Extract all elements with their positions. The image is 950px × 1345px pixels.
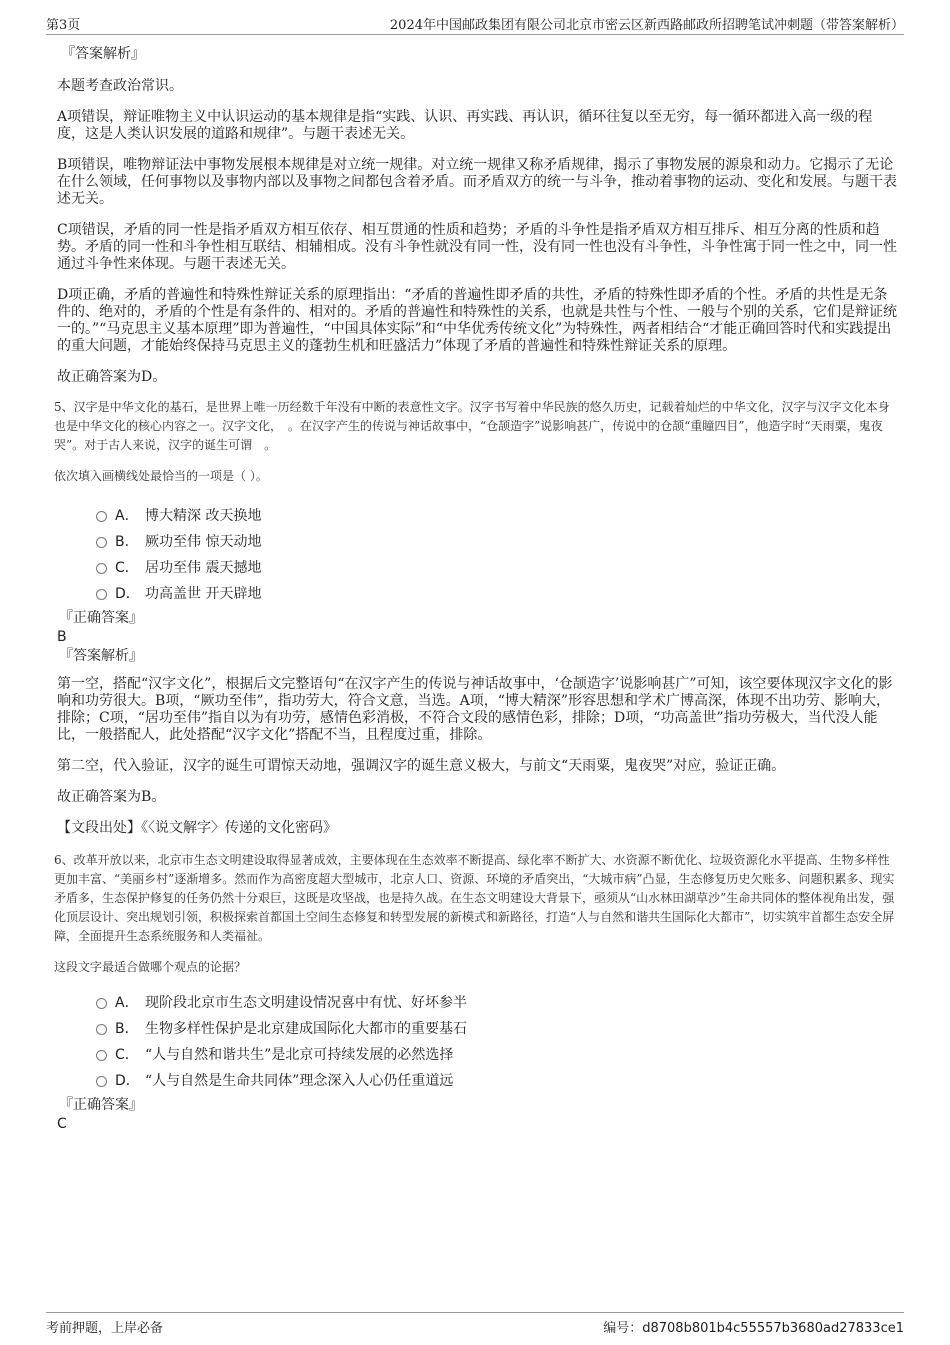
page-content (54, 44, 897, 1133)
radio-button[interactable] (96, 1050, 107, 1061)
radio-button[interactable] (96, 537, 107, 548)
q4-option-a-analysis: A项错误，辩证唯物主义中认识运动的基本规律是指“实践、认识、再实践、再认识，循环往复以至无穷，每一循环都进入高一级的程度，这是人类认识发展的道路和规律”。与题干表述无关。 (57, 109, 873, 142)
q5-answer-tag: 『正确答案』 (59, 610, 143, 626)
q4-conclusion: 故正确答案为D。 (57, 369, 167, 385)
q4-option-c-analysis: C项错误，矛盾的同一性是指矛盾双方相互依存、相互贯通的性质和趋势；矛盾的斗争性是指矛盾双方相互排斥、相互分离的性质和趋势。矛盾的同一性和斗争性相互联结、相辅相成。没有斗争性就没有同一性，没有同一性也没有斗争性，斗争性寓于同一性之中，同一性通过斗争性来体现。与题干表述无关。 (57, 222, 897, 272)
radio-button[interactable] (96, 563, 107, 574)
radio-button[interactable] (96, 1024, 107, 1035)
q5-options (57, 504, 897, 608)
q5-answer: B (57, 629, 67, 645)
q6-option-c[interactable]: C． “人与自然和谐共生”是北京可持续发展的必然选择 (57, 1043, 897, 1069)
q4-analysis-tag: 『答案解析』 (61, 46, 145, 62)
q5-option-a[interactable]: A． 博大精深 改天换地 (57, 504, 897, 530)
q6-option-b[interactable]: B． 生物多样性保护是北京建成国际化大都市的重要基石 (57, 1017, 897, 1043)
q4-option-b-analysis: B项错误，唯物辩证法中事物发展根本规律是对立统一规律。对立统一规律又称矛盾规律，揭示了事物发展的源泉和动力。它揭示了无论在什么领域，任何事物以及事物内部以及事物之间都包含着矛盾。而矛盾双方的统一与斗争，推动着事物的运动、变化和发展。与题干表述无关。 (57, 157, 897, 207)
radio-button[interactable] (96, 511, 107, 522)
document-title: 2024年中国邮政集团有限公司北京市密云区新西路邮政所招聘笔试冲刺题（带答案解析） (389, 18, 904, 33)
page-footer (46, 1312, 904, 1335)
q5-option-b[interactable]: B． 厥功至伟 惊天动地 (57, 530, 897, 556)
q5-analysis-blank-1: 第一空，搭配“汉字文化”，根据后文完整语句“在汉字产生的传说与神话故事中，‘仓颉造字’说影响甚广”可知，该空要体现汉字文化的影响和功劳很大。B项，“厥功至伟”，指功劳大，符合文意，当选。A项，“博大精深”形容思想和学术广博高深，体现不出功劳、影响大，排除；C项，“居功至伟”指自以为有功劳，感情色彩消极，不符合文段的感情色彩，排除；D项，“功高盖世”指功劳极大，当代没人能比，一般搭配人，此处搭配“汉字文化”搭配不当，且程度过重，排除。 (57, 676, 893, 743)
q6-options (57, 991, 897, 1095)
footer-slogan: 考前押题，上岸必备 (46, 1321, 164, 1336)
q5-source: 【文段出处】《〈说文解字〉传递的文化密码》 (57, 820, 337, 836)
radio-button[interactable] (96, 589, 107, 600)
page-number: 第3页 (46, 18, 81, 33)
radio-button[interactable] (96, 1076, 107, 1087)
q5-conclusion: 故正确答案为B。 (57, 789, 166, 805)
q6-answer: C (57, 1116, 67, 1132)
q6-option-a[interactable]: A． 现阶段北京市生态文明建设情况喜中有忧、好坏参半 (57, 991, 897, 1017)
q4-intro: 本题考查政治常识。 (57, 78, 183, 94)
q4-option-d-analysis: D项正确，矛盾的普遍性和特殊性辩证关系的原理指出：“矛盾的普遍性即矛盾的共性，矛盾的特殊性即矛盾的个性。矛盾的共性是无条件的、绝对的，矛盾的个性是有条件的、相对的。矛盾的普遍性和特殊性的关系，也就是共性与个性、一般与个别的关系，它们是辩证统一的。”“马克思主义基本原理”即为普遍性，“中国具体实际”和“中华优秀传统文化”为特殊性，两者相结合“才能正确回答时代和实践提出的重大问题，才能始终保持马克思主义的蓬勃生机和旺盛活力”体现了矛盾的普遍性和特殊性辩证关系的原理。 (57, 287, 897, 354)
q5-analysis-tag: 『答案解析』 (59, 648, 143, 664)
q6-stem: 6、改革开放以来，北京市生态文明建设取得显著成效，主要体现在生态效率不断提高、绿化率不断扩大、水资源不断优化、垃圾资源化水平提高、生物多样性更加丰富、“美丽乡村”逐渐增多。然而作为高密度超大型城市，北京人口、资源、环境的矛盾突出，“大城市病”凸显，生态修复历史欠账多、问题积累多、现实矛盾多，生态保护修复的任务仍然十分艰巨，这既是攻坚战，也是持久战。在生态文明建设大背景下，亟须从“山水林田湖草沙”生命共同体的整体视角出发，强化顶层设计、突出规划引领，积极探索首都国土空间生态修复和转型发展的新模式和新路径，打造“人与自然和谐共生国际化大都市”，切实筑牢首都生态安全屏障，全面提升生态系统服务和人类福祉。 (54, 853, 895, 943)
radio-button[interactable] (96, 998, 107, 1009)
page-header (46, 12, 904, 35)
q5-analysis-blank-2: 第二空，代入验证，汉字的诞生可谓惊天动地，强调汉字的诞生意义极大，与前文“天雨粟，鬼夜哭”对应，验证正确。 (57, 758, 786, 774)
q6-answer-tag: 『正确答案』 (59, 1097, 143, 1113)
q6-option-d[interactable]: D． “人与自然是生命共同体”理念深入人心仍任重道远 (57, 1069, 897, 1095)
q5-option-d[interactable]: D． 功高盖世 开天辟地 (57, 582, 897, 608)
q5-stem: 5、汉字是中华文化的基石，是世界上唯一历经数千年没有中断的表意性文字。汉字书写着中华民族的悠久历史，记载着灿烂的中华文化，汉字与汉字文化本身也是中华文化的核心内容之一。汉字文化， 。在汉字产生的传说与神话故事中，“仓颉造字”说影响甚广，传说中的仓颉“重瞳四目”，他造字时“天雨粟，鬼夜哭”。对于古人来说，汉字的诞生可谓 。 (54, 400, 890, 452)
q5-option-c[interactable]: C． 居功至伟 震天撼地 (57, 556, 897, 582)
q6-prompt: 这段文字最适合做哪个观点的论据？ (54, 960, 247, 974)
q5-prompt: 依次填入画横线处最恰当的一项是（ ）。 (54, 469, 268, 483)
document-code: 编号：d8708b801b4c55557b3680ad27833ce1 (603, 1321, 904, 1336)
